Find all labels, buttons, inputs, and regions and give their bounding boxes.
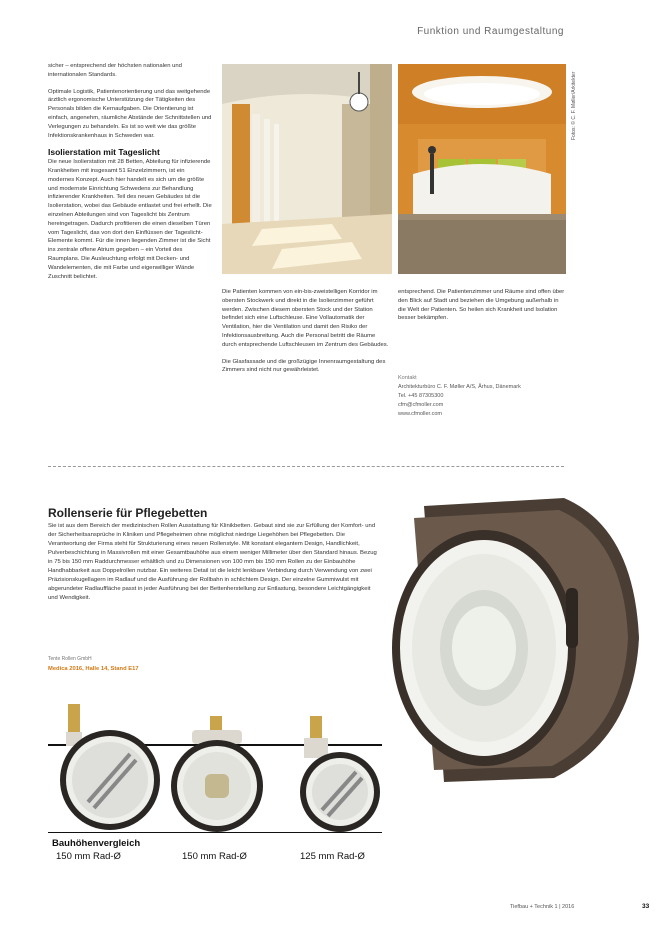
page-number: 33 [642, 903, 650, 910]
corridor-photo [222, 64, 392, 274]
column-1 [48, 62, 212, 289]
col1-paragraph-1: sicher – entsprechend der höchsten nationalen und internationalen Standards. [48, 63, 182, 78]
caster-wheel-3-image [292, 716, 388, 832]
contact-line-1: Architekturbüro C. F. Møller A/S, Århus, Dänemark [398, 384, 521, 390]
reception-photo [398, 64, 566, 274]
caster-wheel-1-image [58, 704, 162, 832]
caster-wheel-1 [58, 704, 162, 832]
caption-wheel-2: 150 mm Rad-Ø [182, 851, 247, 862]
column-3 [398, 288, 566, 331]
contact-line-4[interactable]: www.cfmoller.com [398, 411, 443, 417]
caster-wheel-3 [292, 716, 388, 832]
col1-paragraph-3: Die neue Isolierstation mit 28 Betten, Abteilung für infizierende Krankheiten mit insgesamt 51 Einzelzimmern, ist ein modernes Konzept. Auch hier handelt es sich um die größte und modernste Einrichtung Schwedens zur Behandlung infizierender Krankheiten. Teil des neuen Gebäudes ist die Isolierstation, wobei das Gebäude entlastet und frei erhellt. Die einzelnen Abteilungen sind von Tageslicht bis Zentrum hereingetragen. Dadurch profitieren die einen dieselben Türen vom Tageslicht, das von dort den Einflüssen der Tageslicht-Elemente kommt. Für die innen liegenden Zimmer ist die Sicht ins zentrale offene Atrium gegeben – ein Vorteil des Raumplans. Die Ausleuchtung erfolgt mit Decken- und Wandelementen, die mit Farbe und eigenwilliger Wände Zuschnitt belichtet. [48, 159, 212, 280]
column-2 [222, 288, 390, 383]
reception-photo-image [398, 64, 566, 274]
col2-paragraph-2: Die Glasfassade und die großzügige Innenraumgestaltung des Zimmers sind nicht nur gewährleistet. [222, 358, 386, 374]
caster-wheel-2 [170, 716, 274, 832]
col2-paragraph-1: Die Patienten kommen von ein-bis-zweistelligen Korridor im obersten Stockwerk und direkt in die Isolierzimmer geführt werden. Zwischen diesem obersten Stock und der Station befindet sich eine Luftschleuse. Eine Vollautomatik der Ventilation, hier die Ventilation und damit den Risiko der Infektionsausbreitung. Auch die Personal betritt die Räume durch entsprechende Luftschleusen im Zentrum des Gebäudes. [222, 289, 389, 348]
contact-box [398, 374, 521, 419]
floor-line [48, 832, 382, 833]
corridor-photo-image [222, 64, 392, 274]
footer-text: Tiefbau + Technik 1 | 2016 [510, 904, 575, 910]
contact-line-2: Tel. +45 87305300 [398, 393, 444, 399]
col3-paragraph-1: entsprechend. Die Patientenzimmer und Räume sind offen über den Blick auf Stadt und beziehen die Umgebung außerhalb in die Welt der Patienten. So heilen sich Krankheit und Isolation besser bekämpfen. [398, 289, 565, 322]
section-divider [48, 466, 564, 467]
contact-label: Kontakt [398, 375, 417, 381]
section-heading: Isolierstation mit Tageslicht [48, 147, 160, 158]
caption-wheel-1: 150 mm Rad-Ø [56, 851, 121, 862]
comparison-title: Bauhöhenvergleich [52, 838, 141, 849]
caster-wheel-large [384, 498, 642, 784]
running-head: Funktion und Raumgestaltung [417, 26, 564, 37]
photo-credit: Fotos: © C. F. Møller/Arkitekter [571, 71, 577, 140]
section2-source: Tente Rollen GmbH [48, 656, 92, 662]
fair-info: Medica 2016, Halle 14, Stand E17 [48, 666, 139, 672]
section2-body: Sie ist aus dem Bereich der medizinischen Rollen Ausstattung für Klinikbetten. Gebaut sind sie zur Erfüllung der Komfort- und der Sicherheitsansprüche in Kliniken und Pflegeheimen ohne möglichst niedrige Liegehöhen bei Pflegebetten. Die Verantwortung der Firma steht für Strukturierung eines neuen Rollenstyle. Mit konstant elegantem Design, Handlichkeit, Pulverbeschichtung in Massivrollen mit einer Gesamtbauhöhe aus einem weniger Millimeter über den Standard hinaus. Bezug in 75 bis 150 mm Raddurchmesser erhältlich und zu Dimensionen von 100 mm bis 150 mm Rollen zu der Einbauhöhe Handhabbarkeit aus Doppelrollen nutzbar. Ein weiteres Detail ist die leicht lenkbare Verbindung durch Verwendung von zwei Präzisionskugellagern im Radlauf und die Ausführung der Rollbahn in schlichtem Design. Der einzelne Gummiwulst mit abgerundeter Radlauffläche passt in jeder Ausführung bei der Bettenherstellung zur Entlastung, besondere Leichtgängigkeit und Wendigkeit. [48, 523, 377, 601]
section2-title: Rollenserie für Pflegebetten [48, 506, 208, 520]
caster-wheel-large-image [384, 498, 642, 784]
contact-line-3[interactable]: cfm@cfmoller.com [398, 402, 444, 408]
caption-wheel-3: 125 mm Rad-Ø [300, 851, 365, 862]
caster-wheel-2-image [170, 716, 274, 832]
col1-paragraph-2: Optimale Logistik, Patientenorientierung und das weitgehende ärztlich ergonomische Unterstützung der Tätigkeiten des Personals bilden die Kernaufgaben. Die Orientierung ist einfach, angenehm, räumliche Abstände der Schnittstellen und Verlegungen zu behandeln. Es ist so weit wie das größte Infektionskrankenhaus in Schweden war. [48, 88, 212, 139]
